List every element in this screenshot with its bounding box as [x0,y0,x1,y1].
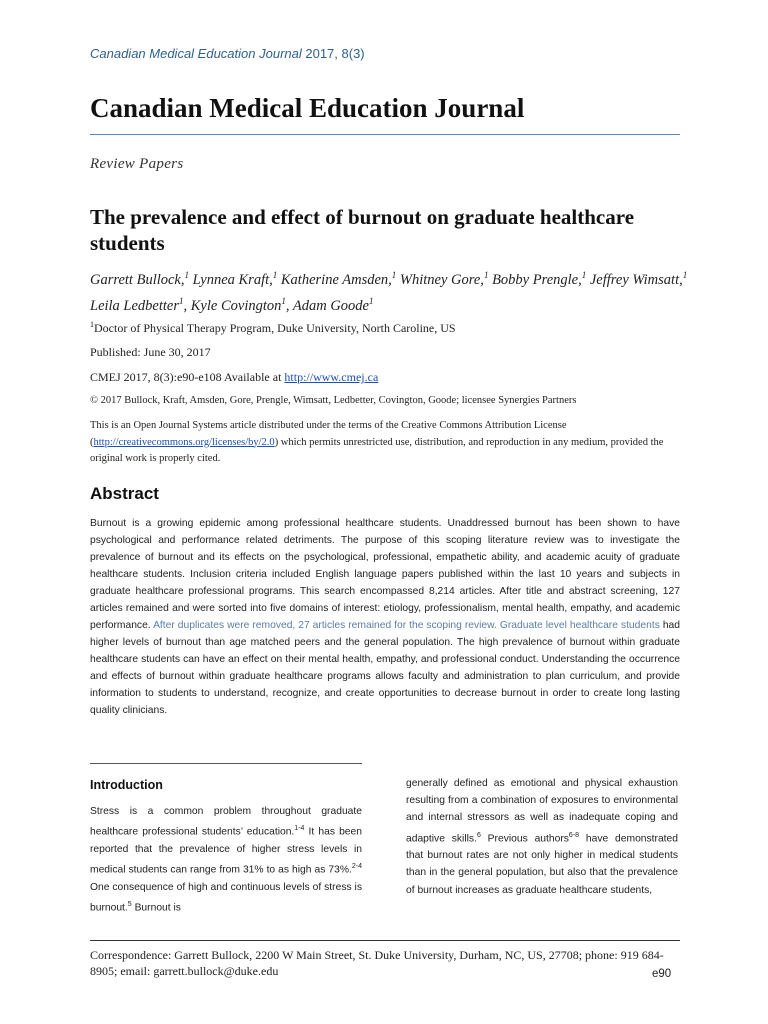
author: , Adam Goode$^1$ [285,295,374,314]
author: Katherine Amsden,$^1$ [280,270,397,288]
author: , Kyle Covington$^1$ [183,295,286,314]
page-number: e90 [652,968,672,980]
author: Bobby Prengle,$^1$ [492,270,587,288]
published-date: Published: June 30, 2017 [90,345,211,359]
author: Garrett Bullock,$^1$ [90,270,189,288]
abstract-heading: Abstract [90,484,159,503]
introduction-heading: Introduction [90,778,163,792]
journal-volume: 2017, 8(3) [301,46,365,61]
section-label: Review Papers [90,156,184,172]
author: Lynnea Kraft,$^1$ [192,270,278,288]
masthead-rule [90,134,680,135]
author: Jeffrey Wimsatt,$^1$ [589,270,688,288]
author-list [90,265,690,317]
masthead: Canadian Medical Education Journal [90,93,525,123]
abstract-text: Burnout is a growing epidemic among professional healthcare students. Unaddressed burnout has been shown to have psychological and performance related detriments. The purpose of this scoping literature review was to investigate the prevalence of burnout and its effects on the psychological, professional, empathetic ability, and academic acuity of graduate healthcare students. Inclusion criteria included English language papers published within the last 10 years and subjects in graduate healthcare professional programs. This search encompassed 8,214 articles. After title and abstract screening, 127 articles remained and were sorted into five domains of interest: etiology, professionalism, mental health, empathy, and academic performance. After duplicates were removed, 27 articles remained for the scoping review. Graduate level healthcare students had higher levels of burnout than age matched peers and the general population. The high prevalence of burnout within graduate healthcare students can have an effect on their mental health, empathy, and professional conduct. Understanding the occurrence and effects of burnout within graduate healthcare programs allows faculty and administration to plan curriculum, and provide information to students to understand, recognize, and create opportunities to decrease burnout in order to create long lasting quality clinicians. [90,518,680,716]
abstract-highlighted-text: After duplicates were removed, 27 articles remained for the scoping review. Graduate level healthcare students [153,620,660,631]
journal-link[interactable]: http://www.cmej.ca [284,370,379,384]
article-title: The prevalence and effect of burnout on graduate healthcare students [90,205,635,255]
author: Leila Ledbetter$^1$ [90,295,184,314]
affiliation: $^1$Doctor of Physical Therapy Program, Duke University, North Caroline, US [90,320,456,335]
citation-info: CMEJ 2017, 8(3):e90-e108 Available at http://www.cmej.ca [90,370,379,384]
license-link[interactable]: http://creativecommons.org/licenses/by/2.0 [93,436,275,448]
journal-citation-line [90,46,365,61]
correspondence-footnote: Correspondence: Garrett Bullock, 2200 W Main Street, St. Duke University, Durham, NC, US, 27708; phone: 919 684-8905; email: garrett.bullock@duke.edu [90,948,664,978]
left-column-rule [90,763,362,764]
copyright-notice: © 2017 Bullock, Kraft, Amsden, Gore, Prengle, Wimsatt, Ledbetter, Covington, Goode; licensee Synergies Partners [90,395,577,406]
introduction-left-column: Stress is a common problem throughout graduate healthcare professional students’ education.$^{1-4}$ It has been reported that the prevalence of higher stress levels in medical students can range from 31% to as high as 73%.$^{2-4}$ One consequence of high and continuous levels of stress is burnout.$^5$ Burnout is [90,806,362,914]
license-notice: This is an Open Journal Systems article distributed under the terms of the Creative Commons Attribution License (http://creativecommons.org/licenses/by/2.0) which permits unrestricted use, distribution, and reproduction in any medium, provided the original work is properly cited. [90,420,664,464]
journal-name: Canadian Medical Education Journal [90,46,302,61]
author: Whitney Gore,$^1$ [399,270,489,288]
footer-rule [90,940,680,941]
introduction-right-column: generally defined as emotional and physical exhaustion resulting from a combination of exposures to environmental and internal stressors as well as inadequate coping and adaptive skills.$^6$ Previous authors$^{6-8}$ have demonstrated that burnout rates are not only higher in medical students than in the general population, but also that the prevalence of burnout increases as graduate healthcare students, [406,778,678,896]
